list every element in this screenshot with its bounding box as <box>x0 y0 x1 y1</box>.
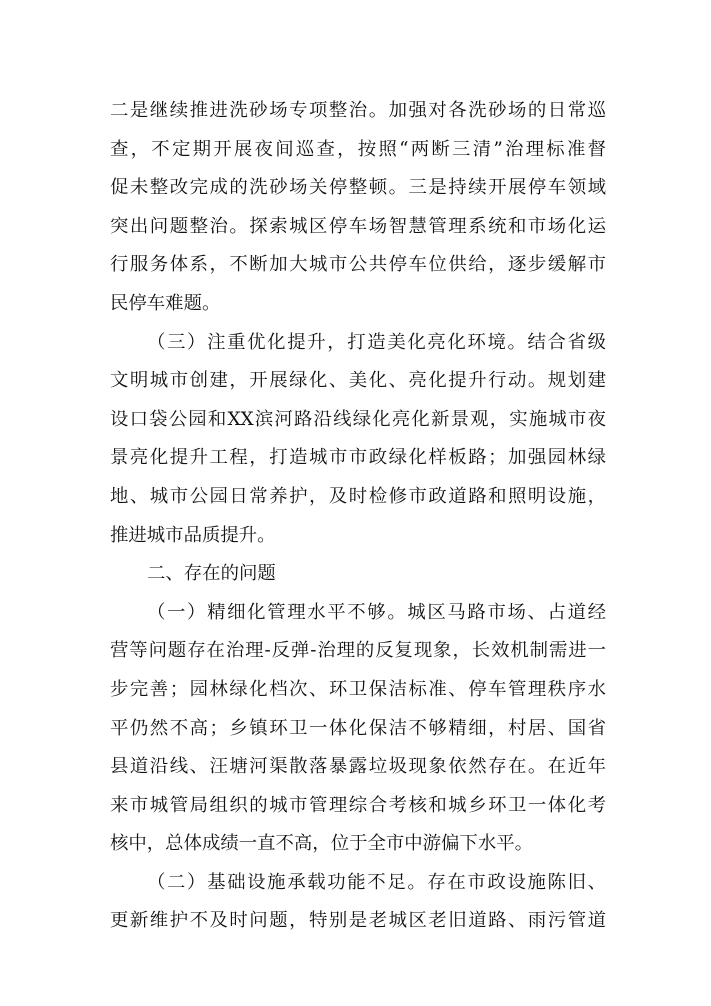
text-line: 文明城市创建，开展绿化、美化、亮化提升行动。规划建 <box>110 370 606 392</box>
text-line: 核中，总体成绩一直不高，位于全市中游偏下水平。 <box>110 833 533 855</box>
text-line: 查，不定期开展夜间巡查，按照“两断三清”治理标准督 <box>110 138 606 160</box>
text-line: （二）基础设施承载功能不足。存在市政设施陈旧、 <box>147 871 606 893</box>
text-line: 平仍然不高；乡镇环卫一体化保洁不够精细，村居、国省 <box>110 717 606 739</box>
text-line: 更新维护不及时问题，特别是老城区老旧道路、雨污管道 <box>110 910 606 932</box>
text-line: 推进城市品质提升。 <box>110 524 276 546</box>
text-line: （三）注重优化提升，打造美化亮化环境。结合省级 <box>147 331 606 353</box>
text-line: 来市城管局组织的城市管理综合考核和城乡环卫一体化考 <box>110 794 606 816</box>
text-line: 设口袋公园和XX滨河路沿线绿化亮化新景观，实施城市夜 <box>110 408 606 430</box>
section-heading: 二、存在的问题 <box>147 563 276 585</box>
text-line: 行服务体系，不断加大城市公共停车位供给，逐步缓解市 <box>110 254 606 276</box>
text-line: 景亮化提升工程，打造城市市政绿化样板路；加强园林绿 <box>110 447 606 469</box>
text-line: 县道沿线、汪塘河渠散落暴露垃圾现象依然存在。在近年 <box>110 756 606 778</box>
text-line: 步完善；园林绿化档次、环卫保洁标准、停车管理秩序水 <box>110 678 606 700</box>
text-line: （一）精细化管理水平不够。城区马路市场、占道经 <box>147 601 606 623</box>
text-line: 二是继续推进洗砂场专项整治。加强对各洗砂场的日常巡 <box>110 100 606 121</box>
text-line: 地、城市公园日常养护，及时检修市政道路和照明设施， <box>110 485 606 507</box>
text-line: 突出问题整治。探索城区停车场智慧管理系统和市场化运 <box>110 215 606 237</box>
text-line: 促未整改完成的洗砂场关停整顿。三是持续开展停车领域 <box>110 177 606 199</box>
text-line: 民停车难题。 <box>110 292 221 314</box>
text-line: 营等问题存在治理-反弹-治理的反复现象，长效机制需进一 <box>110 640 606 662</box>
body-text <box>110 92 606 941</box>
